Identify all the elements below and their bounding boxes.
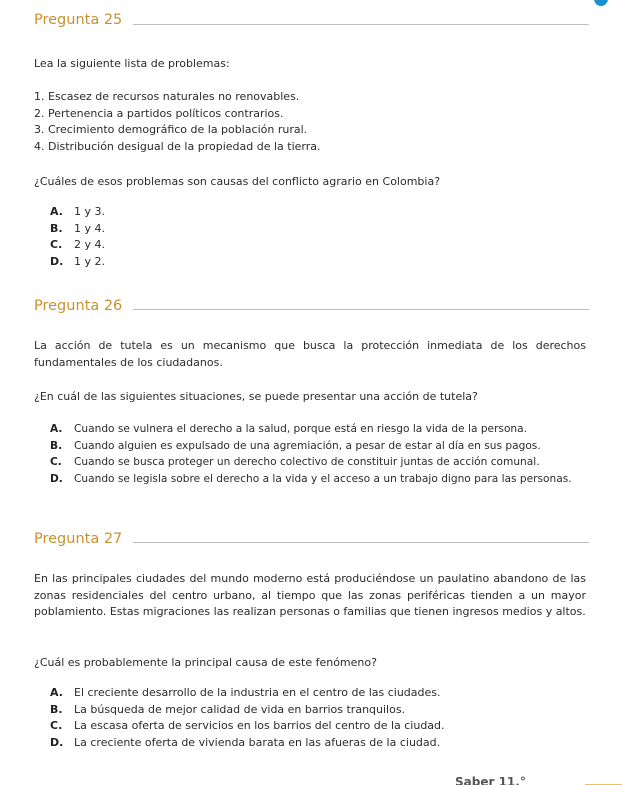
option-letter: B. (50, 439, 63, 452)
option-d[interactable] (34, 471, 586, 488)
option-a[interactable] (34, 421, 586, 438)
option-text: 1 y 3. (74, 205, 105, 218)
heading-rule (133, 309, 589, 310)
option-text: Cuando se busca proteger un derecho colectivo de constituir juntas de acción comunal. (74, 456, 540, 468)
option-letter: A. (50, 205, 63, 218)
option-text: 1 y 2. (74, 254, 105, 268)
question-25-title: Pregunta 25 (34, 12, 123, 28)
q26-question: ¿En cuál de las siguientes situaciones, se puede presentar una acción de tutela? (34, 390, 478, 403)
list-item: 2. Pertenencia a partidos políticos contrarios. (34, 106, 284, 120)
q26-intro: La acción de tutela es un mecanismo que busca la protección inmediata de los derechos fundamentales de los ciudadanos. (34, 339, 586, 369)
option-b[interactable] (34, 438, 586, 455)
option-text: 1 y 4. (74, 221, 105, 235)
option-text: 2 y 4. (74, 238, 105, 251)
option-letter: A. (50, 423, 63, 435)
q25-question: ¿Cuáles de esos problemas son causas del conflicto agrario en Colombia? (34, 175, 441, 188)
q25-problem-list (34, 89, 586, 155)
list-item: 3. Crecimiento demográfico de la población rural. (34, 123, 308, 136)
option-b[interactable] (34, 221, 586, 238)
q27-intro: En las principales ciudades del mundo moderno está produciéndose un paulatino abandono de las zonas residenciales del centro urbano, al tiempo que las zonas periféricas tienden a un mayor poblamiento. Estas migraciones las realizan personas o familias que tienen ingresos medios y altos. (34, 572, 586, 618)
option-c[interactable] (34, 454, 586, 471)
option-letter: D. (50, 472, 63, 485)
option-b[interactable] (34, 702, 586, 719)
option-letter: D. (50, 254, 64, 268)
page-marker-dot (594, 0, 608, 6)
option-text: El creciente desarrollo de la industria en el centro de las ciudades. (74, 686, 441, 699)
q26-options (34, 421, 586, 487)
option-text: La búsqueda de mejor calidad de vida en barrios tranquilos. (74, 702, 406, 716)
option-letter: C. (50, 456, 62, 468)
option-letter: A. (50, 686, 63, 699)
option-c[interactable] (34, 237, 586, 254)
q27-options (34, 685, 586, 751)
list-item: 4. Distribución desigual de la propiedad de la tierra. (34, 139, 321, 153)
option-text: Cuando se vulnera el derecho a la salud, porque está en riesgo la vida de la persona. (74, 423, 527, 435)
option-text: La escasa oferta de servicios en los barrios del centro de la ciudad. (74, 719, 445, 732)
heading-rule (133, 24, 589, 25)
q27-question: ¿Cuál es probablemente la principal causa de este fenómeno? (34, 656, 377, 669)
option-c[interactable] (34, 718, 586, 735)
heading-rule (133, 542, 589, 543)
question-27-title: Pregunta 27 (34, 531, 123, 547)
option-d[interactable] (34, 254, 586, 271)
option-text: La creciente oferta de vivienda barata en las afueras de la ciudad. (74, 735, 441, 749)
option-letter: C. (50, 238, 63, 251)
option-letter: B. (50, 702, 63, 716)
list-item: 1. Escasez de recursos naturales no renovables. (34, 90, 300, 103)
q25-options (34, 204, 586, 270)
option-letter: B. (50, 221, 63, 235)
q25-intro: Lea la siguiente lista de problemas: (34, 57, 230, 70)
option-letter: D. (50, 735, 64, 749)
option-text: Cuando se legisla sobre el derecho a la vida y el acceso a un trabajo digno para las personas. (74, 472, 572, 485)
question-26-title: Pregunta 26 (34, 298, 123, 314)
option-a[interactable] (34, 204, 586, 221)
option-d[interactable] (34, 735, 586, 752)
option-text: Cuando alguien es expulsado de una agremiación, a pesar de estar al día en sus pagos. (74, 439, 541, 452)
footer-label: Saber 11.° (455, 775, 526, 785)
option-letter: C. (50, 719, 63, 732)
option-a[interactable] (34, 685, 586, 702)
